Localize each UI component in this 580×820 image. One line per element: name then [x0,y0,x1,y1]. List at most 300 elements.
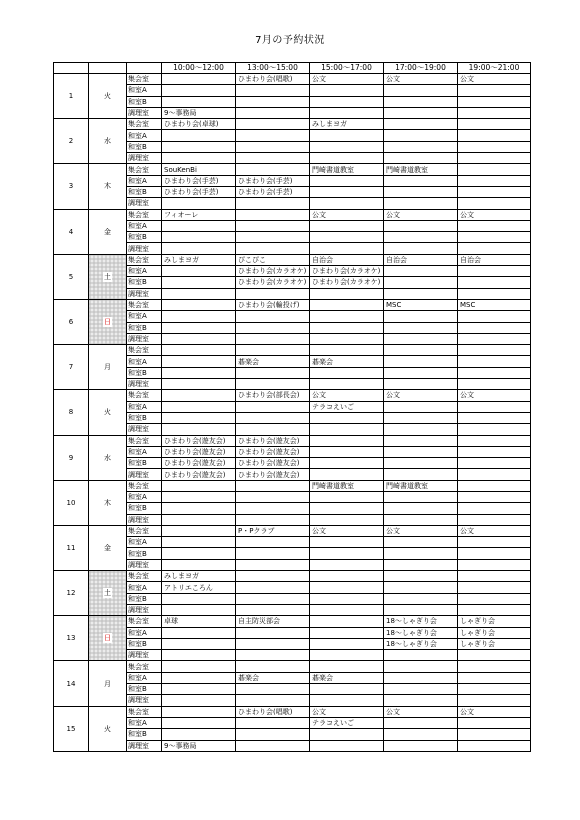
booking-cell [236,367,310,378]
booking-cell [310,153,384,164]
booking-cell [458,593,531,604]
booking-cell [458,401,531,412]
room-label: 集会室 [127,616,162,627]
room-label: 調理室 [127,650,162,661]
schedule-row [54,209,531,220]
booking-cell [310,616,384,627]
booking-cell [458,220,531,231]
booking-cell: ひまわり会(卓球) [162,119,236,130]
schedule-row [54,74,531,85]
booking-cell [458,322,531,333]
booking-cell [310,322,384,333]
booking-cell [458,345,531,356]
schedule-row [54,299,531,310]
booking-cell [458,164,531,175]
booking-cell [310,469,384,480]
booking-cell [162,503,236,514]
booking-cell [384,322,458,333]
booking-cell [384,593,458,604]
booking-cell [236,243,310,254]
booking-cell [236,695,310,706]
room-label: 和室B [127,548,162,559]
booking-cell [236,559,310,570]
weekday-cell [89,254,127,299]
booking-cell [310,593,384,604]
booking-cell: 碁楽会 [310,356,384,367]
booking-cell [310,243,384,254]
booking-cell [384,446,458,457]
room-label: 和室A [127,130,162,141]
booking-cell [384,458,458,469]
booking-cell [236,717,310,728]
booking-cell [236,650,310,661]
schedule-row [54,480,531,491]
booking-cell [458,198,531,209]
booking-cell [384,356,458,367]
booking-cell: みしまヨガ [162,254,236,265]
booking-cell [384,401,458,412]
booking-cell: アトリエころん [162,582,236,593]
booking-cell [310,548,384,559]
room-label: 和室B [127,367,162,378]
booking-cell [162,198,236,209]
booking-cell: ひまわり会(輪投げ) [236,299,310,310]
room-label: 調理室 [127,333,162,344]
booking-cell [236,548,310,559]
booking-cell [162,525,236,536]
booking-cell [236,119,310,130]
booking-cell [310,559,384,570]
room-label: 和室A [127,175,162,186]
booking-cell: ひまわり会(手芸) [236,175,310,186]
booking-cell [310,514,384,525]
booking-cell [310,537,384,548]
booking-cell: ひまわり会(遊友会) [162,435,236,446]
booking-cell [384,85,458,96]
booking-cell [458,650,531,661]
booking-cell [384,141,458,152]
room-label: 和室A [127,266,162,277]
booking-cell: 自治会 [310,254,384,265]
booking-cell [162,153,236,164]
booking-cell [458,356,531,367]
weekday-cell [89,119,127,164]
weekday-label: 水 [104,453,111,462]
booking-cell: P・Pクラブ [236,525,310,536]
booking-cell [458,277,531,288]
room-label: 調理室 [127,740,162,751]
room-label: 和室B [127,322,162,333]
booking-cell [162,390,236,401]
booking-cell: 碁楽会 [310,672,384,683]
booking-cell: みしまヨガ [310,119,384,130]
booking-cell [458,119,531,130]
booking-cell [384,537,458,548]
booking-cell: 門崎書道教室 [384,480,458,491]
booking-cell: 公文 [384,209,458,220]
booking-cell [458,266,531,277]
booking-cell [236,491,310,502]
booking-cell [458,435,531,446]
weekday-label: 木 [104,182,111,191]
booking-cell [310,198,384,209]
booking-cell [236,412,310,423]
weekday-cell [89,164,127,209]
booking-cell [458,130,531,141]
booking-cell [236,571,310,582]
booking-cell [384,266,458,277]
weekday-cell [89,571,127,616]
booking-cell: みしまヨガ [162,571,236,582]
weekday-label: 水 [104,137,111,146]
booking-cell [384,672,458,683]
time-slot-header: 10:00〜12:00 [162,63,236,74]
booking-cell [384,412,458,423]
header-day-cell [54,63,89,74]
booking-cell [236,661,310,672]
booking-cell [236,107,310,118]
booking-cell [458,491,531,502]
booking-cell: 公文 [310,706,384,717]
booking-cell [458,548,531,559]
booking-cell [162,638,236,649]
day-number: 9 [54,435,89,480]
weekday-label: 金 [104,227,111,236]
booking-cell [236,288,310,299]
booking-cell [384,650,458,661]
room-label: 和室A [127,582,162,593]
booking-cell [310,311,384,322]
booking-cell [310,684,384,695]
day-number: 2 [54,119,89,164]
booking-cell [162,379,236,390]
booking-cell [384,379,458,390]
schedule-row [54,164,531,175]
booking-cell [162,367,236,378]
booking-cell [458,153,531,164]
booking-cell: 門崎書道教室 [384,164,458,175]
booking-cell [162,491,236,502]
day-number: 8 [54,390,89,435]
booking-cell [162,401,236,412]
room-label: 和室B [127,141,162,152]
booking-cell: テラコえいご [310,717,384,728]
time-slot-header: 17:00〜19:00 [384,63,458,74]
booking-cell [458,446,531,457]
booking-cell [310,333,384,344]
booking-cell [384,503,458,514]
room-label: 和室A [127,672,162,683]
room-label: 和室B [127,729,162,740]
booking-cell: 卓球 [162,616,236,627]
booking-cell [162,130,236,141]
booking-cell [310,650,384,661]
booking-cell: 公文 [310,525,384,536]
booking-cell [458,458,531,469]
booking-cell [384,277,458,288]
weekday-cell [89,525,127,570]
booking-cell [310,345,384,356]
booking-cell [458,412,531,423]
weekday-cell [89,480,127,525]
booking-cell [458,85,531,96]
booking-cell: ひまわり会(手芸) [162,175,236,186]
booking-cell [384,153,458,164]
booking-cell [162,322,236,333]
booking-cell: MSC [458,299,531,310]
room-label: 調理室 [127,153,162,164]
schedule-row [54,616,531,627]
booking-cell [458,367,531,378]
room-label: 集会室 [127,525,162,536]
booking-cell [310,695,384,706]
booking-cell [384,186,458,197]
booking-cell [310,458,384,469]
booking-cell: ひまわり会(遊友会) [236,446,310,457]
room-label: 調理室 [127,288,162,299]
weekday-cell [89,661,127,706]
booking-cell [162,480,236,491]
booking-cell [310,638,384,649]
booking-cell [236,514,310,525]
booking-cell [310,107,384,118]
booking-cell [236,638,310,649]
booking-cell [162,412,236,423]
booking-cell [162,661,236,672]
weekday-cell [89,74,127,119]
booking-cell [236,311,310,322]
booking-cell [458,717,531,728]
booking-cell [310,288,384,299]
weekday-label: 土 [104,589,111,598]
schedule-row [54,661,531,672]
room-label: 集会室 [127,390,162,401]
room-label: 和室A [127,627,162,638]
time-slot-header: 13:00〜15:00 [236,63,310,74]
booking-cell [384,514,458,525]
booking-cell [458,672,531,683]
room-label: 和室A [127,446,162,457]
booking-cell [384,345,458,356]
booking-cell [236,503,310,514]
room-label: 和室A [127,85,162,96]
booking-cell [162,232,236,243]
booking-cell [162,85,236,96]
booking-cell [384,311,458,322]
room-label: 集会室 [127,119,162,130]
booking-cell: SouKenBi [162,164,236,175]
booking-cell: ひまわり会(カラオケ) [236,277,310,288]
booking-cell: しゃぎり会 [458,627,531,638]
booking-cell [310,424,384,435]
weekday-cell [89,299,127,344]
booking-cell [384,548,458,559]
booking-cell [384,119,458,130]
booking-cell [236,198,310,209]
booking-cell [236,209,310,220]
booking-cell [162,695,236,706]
weekday-label: 月 [104,679,111,688]
booking-cell [384,582,458,593]
booking-cell: 18〜しゃぎり会 [384,616,458,627]
day-number: 7 [54,345,89,390]
schedule-row [54,706,531,717]
booking-cell [458,571,531,582]
room-label: 調理室 [127,379,162,390]
booking-cell [384,232,458,243]
booking-cell [162,627,236,638]
weekday-label: 火 [104,408,111,417]
booking-cell [162,299,236,310]
booking-cell: 自治会 [384,254,458,265]
weekday-label: 木 [104,498,111,507]
booking-cell: ひまわり会(カラオケ) [236,266,310,277]
room-label: 集会室 [127,706,162,717]
day-number: 5 [54,254,89,299]
booking-cell [162,266,236,277]
booking-cell [236,333,310,344]
booking-cell: 公文 [384,706,458,717]
booking-cell [384,96,458,107]
booking-cell [310,299,384,310]
booking-cell [384,684,458,695]
booking-cell [458,684,531,695]
booking-cell [458,243,531,254]
room-label: 和室B [127,684,162,695]
booking-cell [162,333,236,344]
booking-cell [384,740,458,751]
booking-cell: 碁楽会 [236,672,310,683]
booking-cell [162,729,236,740]
weekday-cell [89,390,127,435]
room-label: 集会室 [127,571,162,582]
booking-cell [310,661,384,672]
booking-cell: 門崎書道教室 [310,480,384,491]
day-number: 14 [54,661,89,706]
booking-cell [310,729,384,740]
booking-cell: 公文 [458,706,531,717]
room-label: 集会室 [127,435,162,446]
booking-cell [162,593,236,604]
booking-cell [458,740,531,751]
room-label: 調理室 [127,695,162,706]
booking-cell: 18〜しゃぎり会 [384,627,458,638]
booking-cell [458,424,531,435]
booking-cell: 公文 [310,74,384,85]
weekday-cell [89,706,127,751]
booking-cell [458,537,531,548]
booking-cell [162,356,236,367]
day-number: 1 [54,74,89,119]
booking-cell [236,96,310,107]
booking-cell [458,514,531,525]
booking-cell [162,424,236,435]
booking-cell [162,650,236,661]
booking-cell [384,717,458,728]
room-label: 集会室 [127,299,162,310]
reservation-table [53,62,531,752]
schedule-row [54,525,531,536]
booking-cell [310,503,384,514]
booking-cell [236,130,310,141]
booking-cell [310,604,384,615]
room-label: 和室A [127,401,162,412]
room-label: 和室A [127,220,162,231]
booking-cell [384,130,458,141]
booking-cell [384,175,458,186]
booking-cell [236,164,310,175]
booking-cell [310,175,384,186]
weekday-label: 火 [104,92,111,101]
booking-cell [458,141,531,152]
room-label: 調理室 [127,604,162,615]
booking-cell [162,684,236,695]
booking-cell [458,107,531,118]
room-label: 調理室 [127,469,162,480]
booking-cell: 9〜事務局 [162,740,236,751]
booking-cell [458,232,531,243]
booking-cell [162,537,236,548]
room-label: 調理室 [127,198,162,209]
booking-cell [458,695,531,706]
booking-cell [236,153,310,164]
booking-cell [236,85,310,96]
booking-cell [458,311,531,322]
booking-cell [236,232,310,243]
booking-cell [162,559,236,570]
booking-cell [236,379,310,390]
room-label: 和室B [127,232,162,243]
booking-cell: 公文 [458,390,531,401]
booking-cell [458,96,531,107]
booking-cell: ひまわり会(遊友会) [236,469,310,480]
room-label: 調理室 [127,107,162,118]
booking-cell [458,661,531,672]
time-slot-header: 19:00〜21:00 [458,63,531,74]
booking-cell: 公文 [458,74,531,85]
booking-cell [162,548,236,559]
booking-cell [162,706,236,717]
room-label: 調理室 [127,424,162,435]
booking-cell: ひまわり会(カラオケ) [310,266,384,277]
booking-cell [236,141,310,152]
booking-cell [236,537,310,548]
header-row [54,63,531,74]
booking-cell: ひまわり会(遊友会) [236,435,310,446]
weekday-cell [89,616,127,661]
booking-cell: ひまわり会(部長会) [236,390,310,401]
booking-cell [384,469,458,480]
weekday-cell [89,209,127,254]
booking-cell [162,277,236,288]
booking-cell [162,345,236,356]
booking-cell [236,424,310,435]
page-title: 7月の予約状況 [255,35,325,46]
room-label: 和室B [127,458,162,469]
booking-cell: ひまわり会(手芸) [236,186,310,197]
day-number: 6 [54,299,89,344]
weekday-cell [89,345,127,390]
booking-cell: しゃぎり会 [458,638,531,649]
booking-cell [162,243,236,254]
weekday-label: 月 [104,363,111,372]
booking-cell [384,198,458,209]
booking-cell [384,435,458,446]
day-number: 3 [54,164,89,209]
booking-cell [236,627,310,638]
booking-cell: ひまわり会(遊友会) [162,446,236,457]
booking-cell: ひまわり会(カラオケ) [310,277,384,288]
